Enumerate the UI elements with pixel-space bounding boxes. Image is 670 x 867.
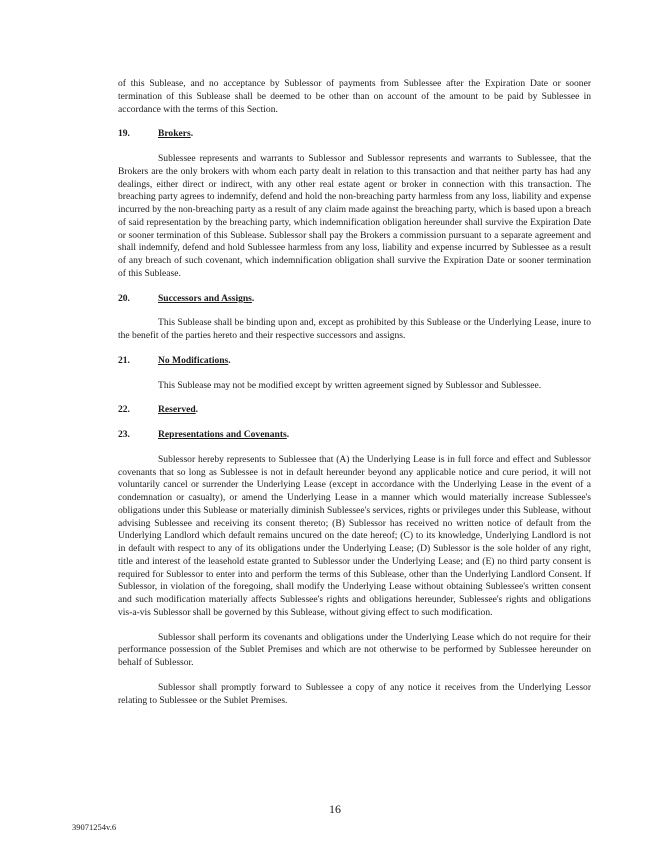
section-number: 22.: [118, 404, 130, 416]
section-heading-22: 22. Reserved.: [118, 404, 199, 416]
section-number: 23.: [118, 429, 130, 440]
section-title: Representations and Covenants: [158, 429, 287, 440]
section-heading-23: 23. Representations and Covenants.: [118, 429, 290, 440]
section-23-paragraph-3: Sublessor shall promptly forward to Sublessee a copy of any notice it receives from the Underlying Lessor relating to Sublessee or the Sublet Premises.: [118, 681, 591, 706]
section-heading-20: 20. Successors and Assigns.: [118, 292, 255, 304]
section-number: 21.: [118, 354, 130, 366]
section-20-paragraph: This Sublease shall be binding upon and, except as prohibited by this Sublease or the Underlying Lease, inure to the benefit of the parties hereto and their respective successors and assigns.: [118, 317, 591, 341]
section-title: Successors and Assigns: [158, 292, 252, 304]
section-23-paragraph-2: Sublessor shall perform its covenants and obligations under the Underlying Lease which do not require for their performance possession of the Sublet Premises and which are not otherwise to be performed by Sublessee hereunder on behalf of Sublessor.: [118, 631, 591, 668]
section-23-paragraph-1: Sublessor hereby represents to Sublessee that (A) the Underlying Lease is in full force and effect and Sublessor covenants that so long as Sublessee is not in default hereunder beyond any applicable notice and cure period, it will not voluntarily cancel or surrender the Underlying Lease (except in accordance with the Underlying Lease in the event of a condemnation or casualty), or amend the Underlying Lease in a manner which would materially increase Sublessee's obligations under this Sublease or materially diminish Sublessee's services, rights or privileges under this Sublease, without advising Sublessee and receiving its consent thereto; (B) Sublessor has received no written notice of default from the Underlying Landlord which default remains uncured on the date hereof; (C) to its knowledge, Underlying Landlord is not in default with respect to any of its obligations under the Underlying Lease; (D) Sublessor is the sole holder of any right, title and interest of the leasehold estate granted to Sublessor under the Underlying Lease; and (E) no third party consent is required for Sublessor to enter into and perform the terms of this Sublease, other than the Underlying Landlord Consent. If Sublessor, in violation of the foregoing, shall modify the Underlying Lease without obtaining Sublessee's written consent and such modification materially affects Sublessee's rights and obligations hereunder, Sublessee's rights and obligations vis-a-vis Sublessor shall be governed by this Sublease, without giving effect to such modification.: [118, 453, 591, 618]
document-id: 39071254v.6: [72, 822, 117, 832]
section-heading-21: 21. No Modifications.: [118, 354, 231, 366]
continuation-paragraph: of this Sublease, and no acceptance by Sublessor of payments from Sublessee after the Expiration Date or sooner termination of this Sublease shall be deemed to be other than on account of the amount to be paid by Sublessee in accordance with the terms of this Section.: [118, 78, 591, 115]
section-title: Reserved: [158, 404, 196, 416]
page-number: 16: [329, 802, 341, 816]
document-body: [118, 78, 591, 707]
section-title: No Modifications: [158, 354, 229, 366]
section-21-paragraph: This Sublease may not be modified except by written agreement signed by Sublessor and Sublessee.: [158, 379, 542, 391]
section-title: Brokers: [158, 128, 191, 140]
section-19-paragraph: Sublessee represents and warrants to Sublessor and Sublessor represents and warrants to Sublessee, that the Brokers are the only brokers with whom each party dealt in relation to this transaction and that neither party has had any dealings, either direct or indirect, with any other real estate agent or broker in connection with this transaction. The breaching party agrees to indemnify, defend and hold the non-breaching party harmless from any loss, liability and expense incurred by the non-breaching party as a result of any claim made against the breaching party, which is based upon a breach of said representation by the breaching party, which indemnification obligation hereunder shall survive the Expiration Date or sooner termination of this Sublease. Sublessor shall pay the Brokers a commission pursuant to a separate agreement and shall indemnify, defend and hold Sublessee harmless from any loss, liability and expense incurred by Sublessee as a result of any breach of such covenant, which indemnification obligation shall survive the Expiration Date or sooner termination of this Sublease.: [118, 153, 591, 279]
section-number: 19.: [118, 128, 130, 140]
section-heading-19: 19. Brokers.: [118, 128, 194, 140]
section-number: 20.: [118, 292, 130, 304]
